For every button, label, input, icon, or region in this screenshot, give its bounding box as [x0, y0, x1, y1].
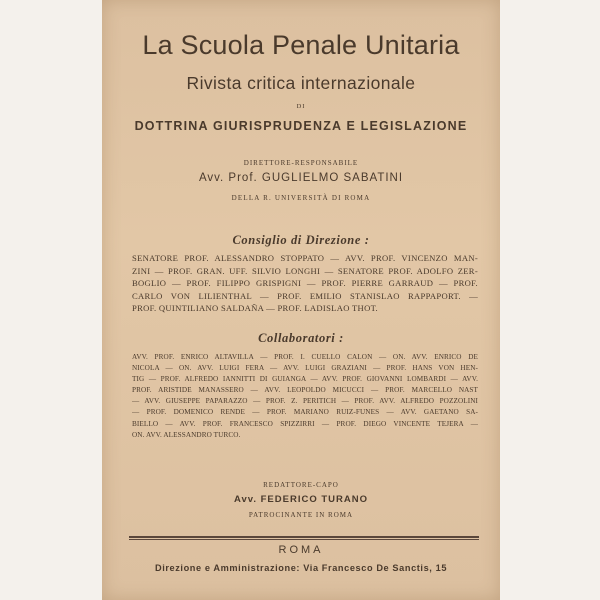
collaboratori-line: PROF. ARISTIDE MANASSERO — AVV. LEOPOLDO MICUCCI — PROF. MARCELLO NAST [132, 386, 478, 395]
redattore-label: REDATTORE-CAPO [263, 481, 339, 489]
journal-title: La Scuola Penale Unitaria [142, 30, 460, 60]
collaboratori-members [132, 352, 478, 441]
collaboratori-line: AVV. PROF. ENRICO ALTAVILLA — PROF. I. CUELLO CALON — ON. AVV. ENRICO DE [132, 353, 478, 361]
director-affiliation: DELLA R. UNIVERSITÀ DI ROMA [231, 194, 371, 202]
collaboratori-heading: Collaboratori : [258, 331, 344, 345]
journal-topics: DOTTRINA GIURISPRUDENZA E LEGISLAZIONE [134, 119, 468, 133]
footer-rule-thin [129, 539, 479, 540]
consiglio-line: SENATORE PROF. ALESSANDRO STOPPATO — AVV. PROF. VINCENZO MAN- [132, 253, 478, 263]
collaboratori-line: NICOLA — ON. AVV. LUIGI FERA — AVV. LUIGI GRAZIANI — PROF. HANS VON HEN- [132, 364, 478, 373]
director-name: Avv. Prof. GUGLIELMO SABATINI [198, 172, 404, 184]
consiglio-line: ZINI — PROF. GRAN. UFF. SILVIO LONGHI — SENATORE PROF. ADOLFO ZER- [132, 265, 478, 276]
title-page [102, 0, 500, 600]
redattore-name: Avv. FEDERICO TURANO [233, 494, 368, 505]
footer-city: ROMA [278, 544, 324, 556]
journal-subtitle: Rivista critica internazionale [186, 73, 416, 93]
collaboratori-line: ON. AVV. ALESSANDRO TURCO. [132, 430, 241, 439]
redattore-role: PATROCINANTE IN ROMA [248, 511, 354, 519]
consiglio-line: PROF. QUINTILIANO SALDAÑA — PROF. LADISLAO THOT. [132, 303, 378, 314]
consiglio-line: BOGLIO — PROF. FILIPPO GRISPIGNI — PROF. PIERRE GARRAUD — PROF. [132, 278, 478, 289]
footer-address: Direzione e Amministrazione: Via Francesco De Sanctis, 15 [154, 563, 448, 573]
collaboratori-line: TIG — PROF. ALFREDO IANNITTI DI GUIANGA — AVV. PROF. GIOVANNI LOMBARDI — AVV. [132, 375, 478, 384]
consiglio-members [132, 252, 478, 315]
consiglio-heading: Consiglio di Direzione : [232, 233, 370, 247]
director-label: DIRETTORE-RESPONSABILE [243, 159, 359, 167]
collaboratori-line: BIELLO — AVV. PROF. FRANCESCO SPIZZIRRI — PROF. DIEGO VINCENTE TEJERA — [132, 419, 478, 428]
collaboratori-line: — PROF. DOMENICO RENDE — PROF. MARIANO RUIZ-FUNES — AVV. GAETANO SA- [132, 408, 478, 417]
collaboratori-line: — AVV. GIUSEPPE PAPARAZZO — PROF. Z. PERITICH — PROF. AVV. ALFREDO POZZOLINI [132, 397, 478, 406]
consiglio-line: CARLO VON LILIENTHAL — PROF. EMILIO STANISLAO RAPPAPORT. — [132, 290, 478, 301]
journal-di: DI [296, 103, 306, 110]
footer-rule-thick [129, 536, 479, 538]
